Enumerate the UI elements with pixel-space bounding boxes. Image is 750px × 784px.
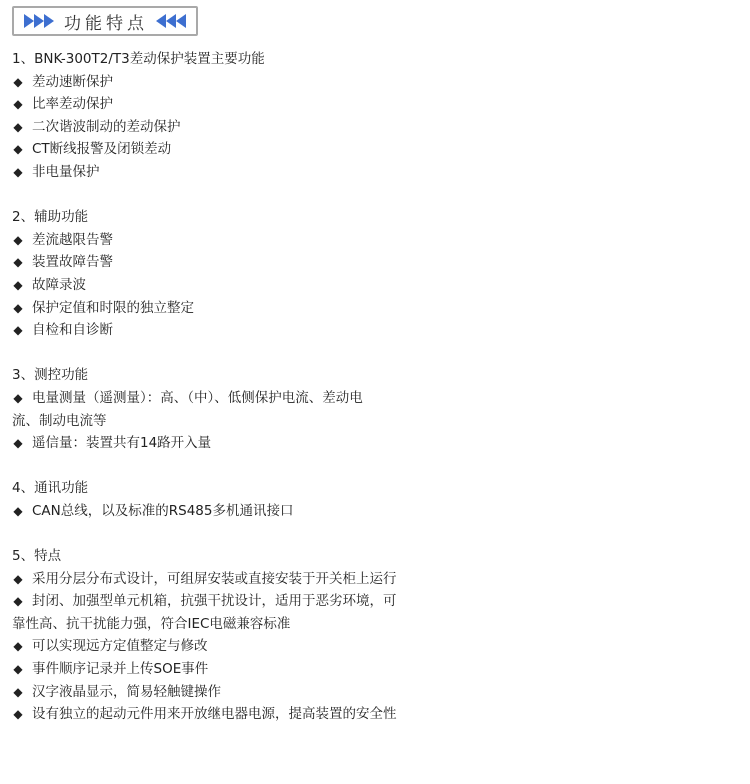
diamond-bullet-icon: ◆ xyxy=(13,74,23,89)
list-item: ◆ 故障录波 xyxy=(12,274,442,297)
list-item: ◆ CAN总线，以及标准的RS485多机通讯接口 xyxy=(12,500,442,523)
diamond-bullet-icon: ◆ xyxy=(13,164,23,179)
section-heading: 5、特点 xyxy=(12,548,62,565)
list-item: ◆ 事件顺序记录并上传SOE事件 xyxy=(12,658,442,681)
section-gap xyxy=(12,455,442,478)
list-item: ◆ 遥信量：装置共有14路开入量 xyxy=(12,432,442,455)
diamond-bullet-icon: ◆ xyxy=(13,142,23,157)
section-heading: 4、通讯功能 xyxy=(12,480,89,497)
list-item: ◆ 汉字液晶显示，简易轻触键操作 xyxy=(12,681,442,704)
list-item: ◆ 电量测量（遥测量）：高、（中）、低侧保护电流、差动电 xyxy=(12,387,442,410)
list-item: ◆ 采用分层分布式设计，可组屏安装或直接安装于开关柜上运行 xyxy=(12,568,442,591)
diamond-bullet-icon: ◆ xyxy=(13,97,23,112)
diamond-bullet-icon: ◆ xyxy=(13,571,23,586)
right-arrows-icon xyxy=(24,14,54,28)
section-heading: 2、辅助功能 xyxy=(12,209,89,226)
diamond-bullet-icon: ◆ xyxy=(13,639,23,654)
diamond-bullet-icon: ◆ xyxy=(13,684,23,699)
section-heading: 3、测控功能 xyxy=(12,367,89,384)
list-item: ◆ 自检和自诊断 xyxy=(12,319,442,342)
list-item: ◆ 非电量保护 xyxy=(12,161,442,184)
list-item: ◆ 可以实现远方定值整定与修改 xyxy=(12,635,442,658)
list-item: ◆ 二次谐波制动的差动保护 xyxy=(12,116,442,139)
diamond-bullet-icon: ◆ xyxy=(13,300,23,315)
list-item: ◆ 设有独立的起动元件用来开放继电器电源，提高装置的安全性 xyxy=(12,703,442,726)
list-item-continuation: 流、制动电流等 xyxy=(12,412,107,429)
left-arrows-icon xyxy=(156,14,186,28)
diamond-bullet-icon: ◆ xyxy=(13,594,23,609)
diamond-bullet-icon: ◆ xyxy=(13,277,23,292)
diamond-bullet-icon: ◆ xyxy=(13,390,23,405)
list-item: ◆ 比率差动保护 xyxy=(12,93,442,116)
list-item: ◆ 封闭、加强型单元机箱，抗强干扰设计，适用于恶劣环境，可 xyxy=(12,590,442,613)
list-item: ◆ CT断线报警及闭锁差动 xyxy=(12,138,442,161)
diamond-bullet-icon: ◆ xyxy=(13,707,23,722)
header-title: 功能特点 xyxy=(64,13,148,34)
diamond-bullet-icon: ◆ xyxy=(13,323,23,338)
section-heading: 1、BNK-300T2/T3差动保护装置主要功能 xyxy=(12,51,265,67)
diamond-bullet-icon: ◆ xyxy=(13,436,23,451)
diamond-bullet-icon: ◆ xyxy=(13,662,23,677)
list-item: ◆ 保护定值和时限的独立整定 xyxy=(12,297,442,320)
feature-content xyxy=(12,48,442,726)
list-item-continuation: 靠性高、抗干扰能力强，符合IEC电磁兼容标准 xyxy=(12,615,291,632)
diamond-bullet-icon: ◆ xyxy=(13,232,23,247)
section-gap xyxy=(12,184,442,207)
section-gap xyxy=(12,342,442,365)
list-item: ◆ 差流越限告警 xyxy=(12,229,442,252)
diamond-bullet-icon: ◆ xyxy=(13,255,23,270)
list-item: ◆ 差动速断保护 xyxy=(12,71,442,94)
section-header xyxy=(12,6,198,36)
diamond-bullet-icon: ◆ xyxy=(13,503,23,518)
diamond-bullet-icon: ◆ xyxy=(13,119,23,134)
list-item: ◆ 装置故障告警 xyxy=(12,251,442,274)
section-gap xyxy=(12,522,442,545)
